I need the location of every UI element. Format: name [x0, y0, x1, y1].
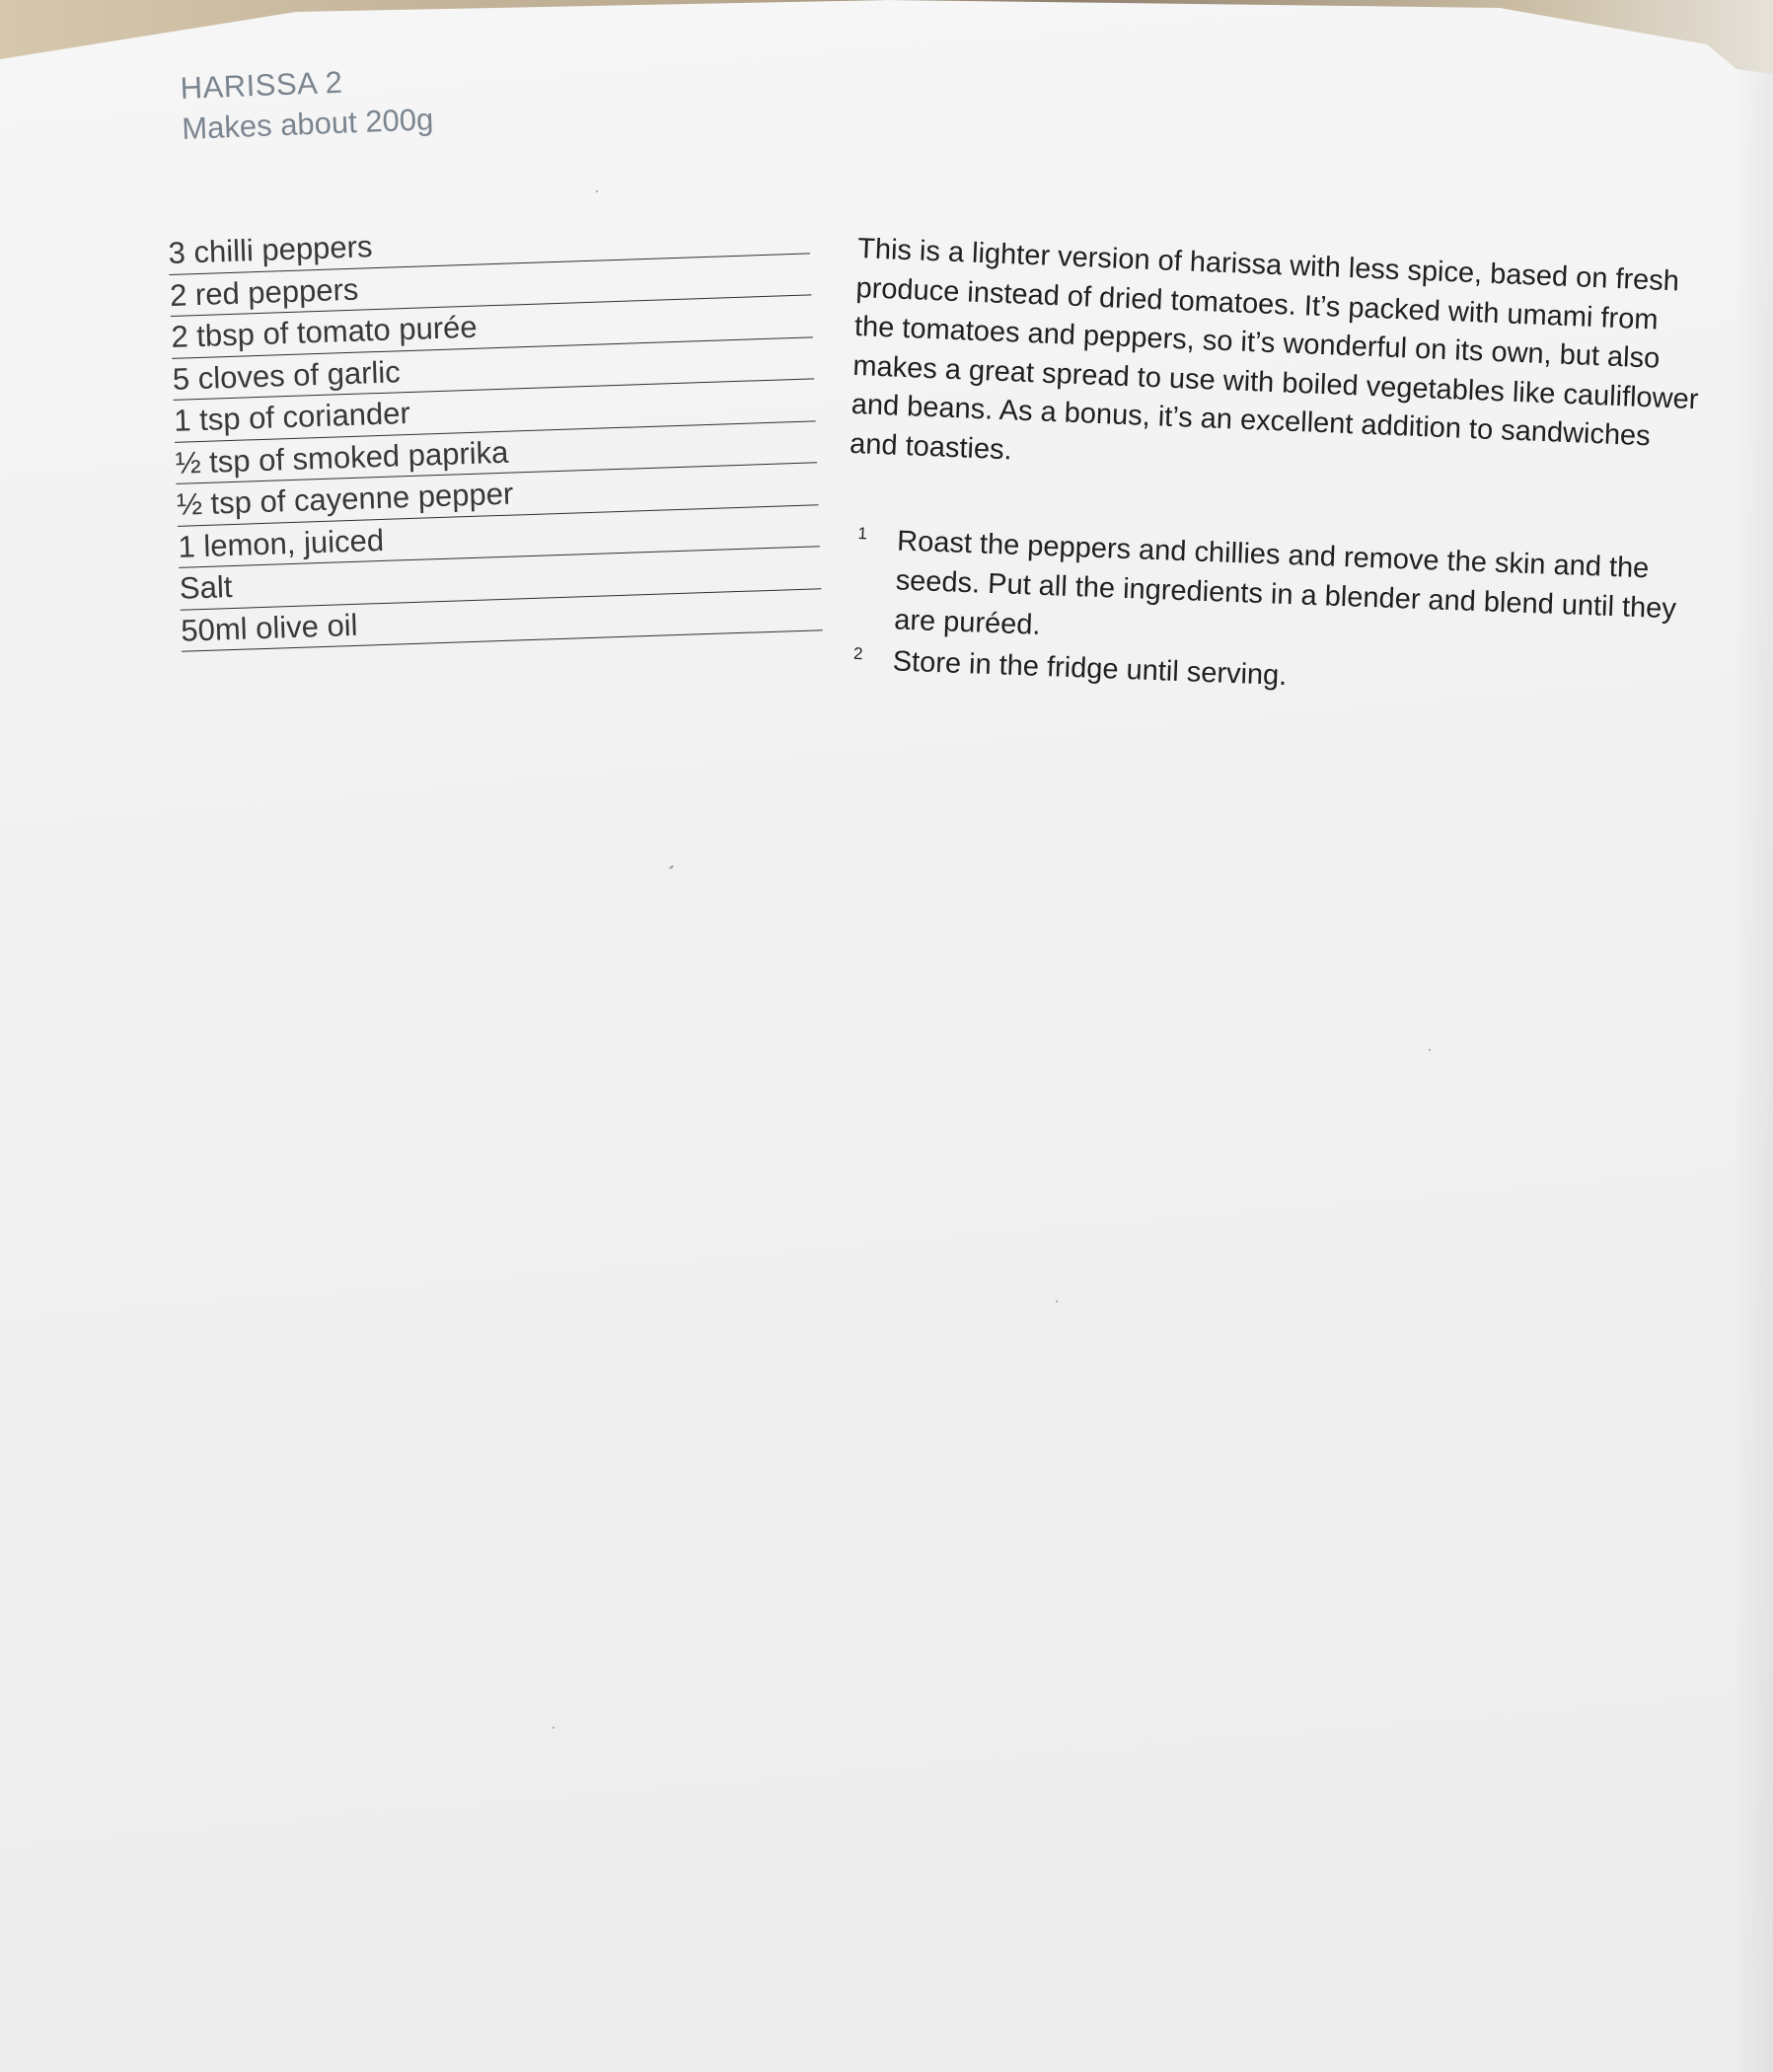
recipe-title: HARISSA 2 — [180, 64, 344, 106]
ingredient-item: 1 tsp of coriander — [174, 379, 816, 442]
paper-speck — [1056, 1300, 1058, 1302]
step-text: Store in the fridge until serving. — [892, 645, 1288, 693]
recipe-description: This is a lighter version of harissa with less spice, based on fresh produce instead of dried tomatoes. It’s packed with umami from the tomatoes and peppers, so it’s wonderful on its own, but also makes a great spread to use with boiled vegetables like cauliflower and beans. As a bonus, it’s an excellent addition to sandwiches and toasties. — [849, 232, 1700, 466]
ingredient-list — [168, 211, 823, 651]
method-list — [852, 520, 1706, 712]
step-number: 2 — [852, 643, 863, 664]
ingredient-item: ½ tsp of smoked paprika — [175, 421, 817, 484]
ingredient-item: 50ml olive oil — [181, 589, 823, 652]
ingredient-item: 1 lemon, juiced — [178, 505, 820, 568]
ingredient-item: 2 red peppers — [169, 254, 811, 317]
step-text: Roast the peppers and chillies and remove the skin and the seeds. Put all the ingredients in a blender and blend until they are puréed. — [893, 525, 1677, 641]
ingredient-item: 2 tbsp of tomato purée — [171, 295, 813, 358]
recipe-header — [180, 59, 434, 150]
recipe-yield: Makes about 200g — [181, 102, 434, 146]
ingredient-item: 3 chilli peppers — [168, 211, 810, 274]
step-number: 1 — [857, 523, 868, 544]
paper-speck — [596, 190, 598, 192]
paper-speck — [553, 1727, 554, 1729]
ingredient-item: 5 cloves of garlic — [172, 337, 814, 401]
paper-speck — [669, 865, 674, 870]
paper-speck — [1429, 1049, 1431, 1051]
ingredient-item: ½ tsp of cayenne pepper — [176, 463, 818, 526]
ingredient-item: Salt — [179, 547, 821, 610]
